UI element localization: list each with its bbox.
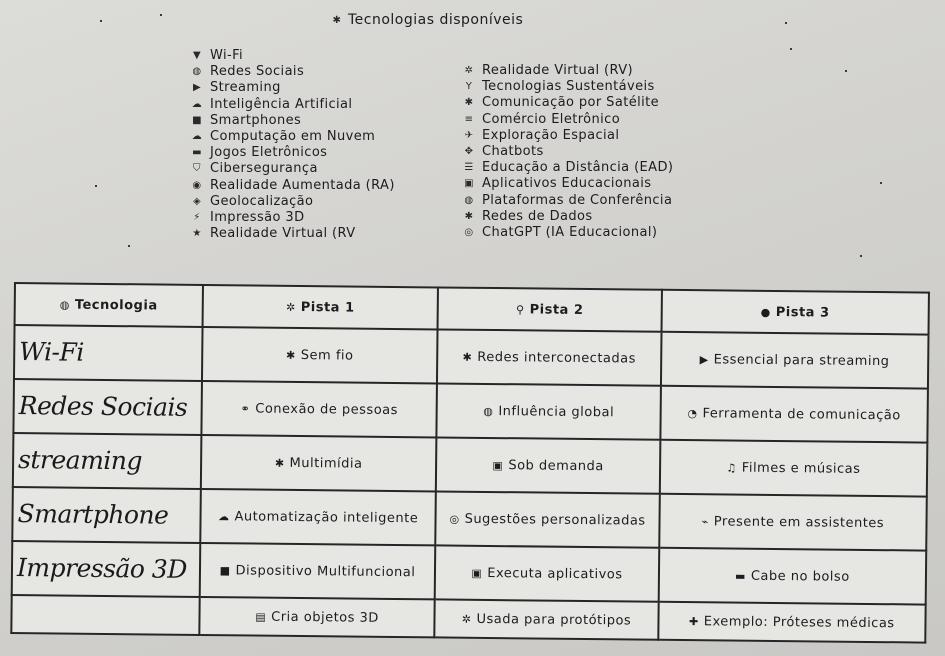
list-item: ◈ Geolocalização — [190, 194, 395, 210]
dot — [95, 185, 97, 187]
wifi-icon: ▼ — [192, 50, 202, 61]
ar-icon: ◉ — [192, 179, 202, 191]
list-item: ■ Smartphones — [190, 113, 395, 129]
list-item: ⚡ Impressão 3D — [190, 210, 395, 226]
device-icon: ■ — [219, 563, 231, 577]
message-icon: ◔ — [687, 406, 698, 420]
dot — [860, 255, 862, 257]
list-item: ✥ Chatbots — [462, 144, 673, 160]
circle-icon: ● — [760, 305, 771, 319]
list-item: ☁ Inteligência Artificial — [191, 96, 353, 112]
list-item: ⛉ Cibersegurança — [190, 161, 395, 177]
clue-cell: ♫ Filmes e músicas — [660, 440, 928, 497]
answer-table — [10, 282, 930, 644]
chatgpt-icon: ◎ — [464, 226, 474, 238]
clue-cell: ✱ Redes interconectadas — [437, 329, 661, 385]
tv-icon: ▣ — [492, 458, 504, 472]
answer-cell[interactable]: streaming — [13, 433, 201, 489]
gamepad-icon: ▬ — [192, 147, 202, 159]
play-icon: ▶ — [192, 82, 202, 94]
technology-list-left — [190, 48, 395, 242]
pin-icon: ◈ — [192, 195, 202, 207]
list-item: ★ Realidade Virtual (RV — [190, 226, 395, 242]
answer-cell[interactable]: Smartphone — [12, 487, 200, 543]
cloud-icon: ☁ — [191, 130, 203, 142]
list-item: ✈ Exploração Espacial — [462, 128, 673, 144]
dot — [790, 48, 792, 50]
answer-cell[interactable]: Wi-Fi — [14, 325, 202, 381]
page-title — [330, 12, 523, 28]
people-icon: ⚭ — [240, 401, 251, 416]
header-pista-3: ● Pista 3 — [661, 290, 929, 335]
leaf-icon: Y — [465, 81, 473, 93]
table-row — [12, 487, 927, 551]
play-icon: ▶ — [699, 352, 709, 366]
list-item: ◍ Plataformas de Conferência — [462, 193, 673, 209]
globe-icon: ◍ — [483, 404, 494, 418]
answer-cell[interactable]: Redes Sociais — [13, 379, 201, 435]
list-item: ☰ Educação a Distância (EAD) — [462, 160, 673, 176]
dot — [128, 245, 130, 247]
target-icon: ◎ — [449, 512, 460, 526]
list-item: ✲ Realidade Virtual (RV) — [462, 63, 673, 79]
clue-cell: ⚭ Conexão de pessoas — [201, 381, 437, 437]
phone-icon: ■ — [192, 114, 202, 126]
clue-cell: ◍ Influência global — [437, 383, 661, 439]
signal-icon: ✱ — [286, 348, 296, 362]
star-icon: ✲ — [285, 300, 296, 314]
globe-icon: ◍ — [59, 297, 70, 312]
cart-icon: ≡ — [464, 113, 474, 125]
satellite-icon: ✱ — [464, 97, 474, 109]
dot — [785, 22, 787, 24]
media-icon: ✱ — [274, 456, 285, 470]
list-item: ◍ Redes Sociais — [190, 64, 395, 80]
network-icon: ✱ — [464, 210, 474, 222]
dot — [100, 20, 102, 22]
chat-icon: ✥ — [464, 145, 474, 157]
header-pista-1: ✲ Pista 1 — [202, 285, 438, 329]
vr-headset-icon: ✲ — [464, 65, 474, 76]
clue-cell: ◔ Ferramenta de comunicação — [660, 386, 928, 443]
clue-cell: ☁ Automatização inteligente — [200, 489, 436, 545]
clue-cell: ✲ Usada para protótipos — [435, 600, 659, 640]
clue-cell: ✱ Multimídia — [201, 435, 437, 491]
list-item: ◉ Realidade Aumentada (RA) — [190, 178, 395, 194]
brain-icon: ☁ — [191, 98, 203, 110]
vr-icon: ★ — [192, 228, 202, 240]
app-icon: ▣ — [471, 566, 483, 580]
list-item: Y Tecnologias Sustentáveis — [462, 79, 673, 95]
rocket-icon: ✈ — [464, 129, 474, 141]
dot — [845, 70, 847, 72]
table-row — [13, 433, 928, 497]
medical-icon: ✚ — [689, 614, 699, 628]
answer-table-wrapper — [10, 282, 930, 644]
list-item: ☁ Computação em Nuvem — [191, 128, 376, 144]
clue-cell: ◎ Sugestões personalizadas — [436, 492, 660, 548]
clue-cell: ✱ Sem fio — [202, 327, 438, 383]
list-item: ▬ Jogos Eletrônicos — [190, 145, 395, 161]
app-icon: ▣ — [464, 178, 474, 190]
list-item: ▶ Streaming — [190, 80, 395, 96]
table-row — [13, 379, 928, 443]
brain-icon: ☁ — [217, 509, 230, 523]
pocket-icon: ▬ — [734, 569, 746, 583]
answer-cell[interactable]: Impressão 3D — [12, 541, 200, 597]
printer-icon: ⚡ — [193, 211, 201, 223]
video-icon: ◍ — [464, 194, 474, 206]
clue-cell: ▤ Cria objetos 3D — [199, 597, 435, 637]
shield-icon: ⛉ — [193, 163, 201, 175]
monitor-icon: ☰ — [464, 162, 474, 174]
clue-cell: ▬ Cabe no bolso — [658, 548, 926, 605]
title-text: Tecnologias disponíveis — [348, 12, 524, 28]
list-item: ◎ ChatGPT (IA Educacional) — [462, 225, 673, 241]
clue-cell: ▣ Sob demanda — [436, 437, 660, 493]
table-row — [14, 325, 929, 389]
list-item: ✱ Redes de Dados — [462, 209, 673, 225]
music-icon: ♫ — [726, 461, 737, 475]
list-item: ≡ Comércio Eletrônico — [462, 112, 673, 128]
list-item: ✱ Comunicação por Satélite — [462, 95, 673, 111]
clue-cell: ✚ Exemplo: Próteses médicas — [658, 602, 926, 643]
list-item: ▼ Wi-Fi — [190, 48, 395, 64]
assistant-icon: ⌁ — [701, 514, 709, 528]
table-row — [12, 541, 927, 605]
header-pista-2: ⚲ Pista 2 — [438, 287, 662, 331]
globe-icon: ◍ — [192, 66, 202, 78]
clue-cell: ■ Dispositivo Multifuncional — [200, 543, 436, 599]
technology-list-right — [462, 63, 673, 241]
magnifier-icon: ⚲ — [516, 302, 525, 316]
dot — [160, 14, 162, 16]
list-item: ▣ Aplicativos Educacionais — [462, 176, 673, 192]
clue-cell: ⌁ Presente em assistentes — [659, 494, 927, 551]
dot — [880, 182, 882, 184]
clue-cell: ▶ Essencial para streaming — [661, 332, 929, 389]
header-tecnologia: ◍ Tecnologia — [15, 283, 203, 327]
network-icon: ✱ — [462, 350, 473, 364]
clue-cell: ▣ Executa aplicativos — [435, 546, 659, 602]
answer-cell[interactable] — [11, 595, 199, 635]
star-icon: ✱ — [332, 14, 342, 26]
printer-icon: ▤ — [255, 610, 267, 624]
gear-icon: ✲ — [461, 612, 472, 626]
